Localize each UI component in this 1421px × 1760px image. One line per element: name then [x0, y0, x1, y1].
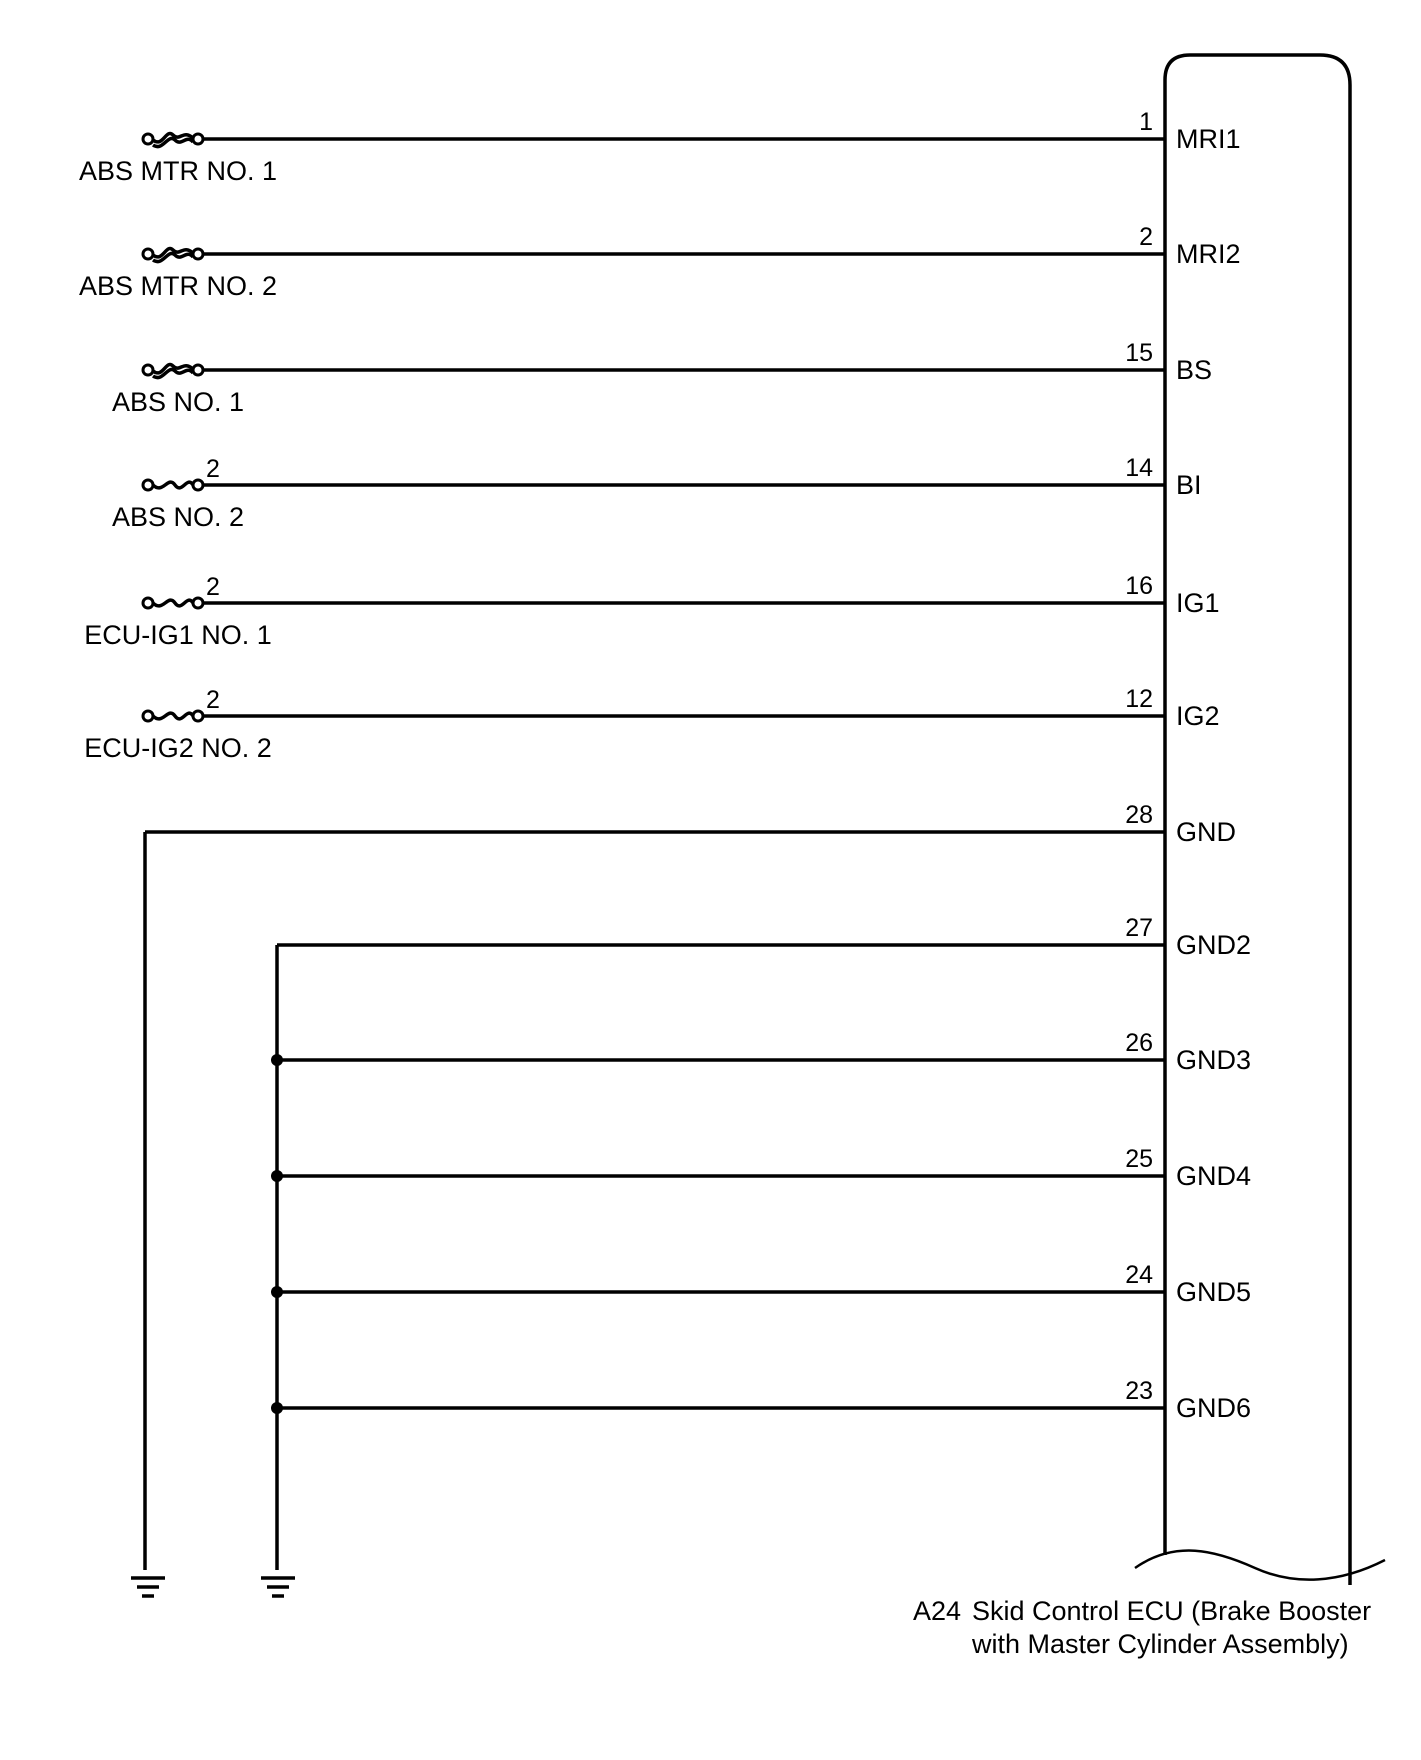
circuit-mri1: [79, 108, 1241, 186]
pin-number: 23: [1125, 1377, 1153, 1405]
pin-number: 14: [1125, 454, 1153, 482]
terminal-label: GND2: [1176, 930, 1252, 960]
fuse-label: ABS NO. 1: [111, 387, 245, 417]
component-code: A24: [913, 1596, 962, 1626]
fuse-label: ECU-IG2 NO. 2: [84, 733, 272, 763]
circuit-gnd6: [271, 1377, 1251, 1423]
terminal-label: GND: [1176, 817, 1236, 847]
high-current-fuse-icon: [143, 364, 203, 377]
fuse-label: ECU-IG1 NO. 1: [84, 620, 272, 650]
terminal-label: GND3: [1176, 1045, 1252, 1075]
circuit-bi: [112, 454, 1202, 532]
terminal-label: BI: [1176, 470, 1202, 500]
component-name-line2: with Master Cylinder Assembly): [972, 1629, 1349, 1659]
ecu-component: [1135, 55, 1385, 1585]
fuse-icon: [143, 711, 203, 721]
fuse-label: ABS MTR NO. 2: [78, 271, 278, 301]
pin-number: 28: [1125, 801, 1153, 829]
high-current-fuse-icon: [143, 133, 203, 146]
pin-number: 2: [1139, 223, 1153, 251]
pin-number: 16: [1125, 572, 1153, 600]
terminal-label: MRI1: [1176, 124, 1241, 154]
pin-number: 12: [1125, 685, 1153, 713]
circuit-bs: [112, 339, 1212, 417]
terminal-label: GND4: [1176, 1161, 1252, 1191]
fuse-pin-number: 2: [206, 455, 220, 483]
ground-circuits: [145, 801, 1251, 1570]
circuit-gnd4: [271, 1145, 1251, 1191]
power-circuits: [79, 108, 1241, 763]
high-current-fuse-icon: [143, 248, 203, 261]
pin-number: 24: [1125, 1261, 1153, 1289]
circuit-ig2: [84, 685, 1219, 763]
terminal-label: GND5: [1176, 1277, 1252, 1307]
fuse-label: ABS NO. 2: [111, 502, 245, 532]
circuit-ig1: [84, 572, 1219, 650]
circuit-gnd5: [271, 1261, 1251, 1307]
component-name-line1: Skid Control ECU (Brake Booster: [972, 1596, 1372, 1626]
fuse-icon: [143, 480, 203, 490]
fuse-label: ABS MTR NO. 1: [78, 156, 278, 186]
fuse-pin-number: 2: [206, 573, 220, 601]
terminal-label: BS: [1176, 355, 1213, 385]
pin-number: 1: [1139, 108, 1153, 136]
circuit-gnd2: [277, 914, 1251, 960]
fuse-pin-number: 2: [206, 686, 220, 714]
circuit-mri2: [79, 223, 1241, 301]
ground-symbol-a: [131, 1578, 165, 1596]
pin-number: 27: [1125, 914, 1153, 942]
circuit-gnd: [145, 801, 1236, 847]
terminal-label: GND6: [1176, 1393, 1252, 1423]
pin-number: 26: [1125, 1029, 1153, 1057]
ground-symbol-b: [261, 1578, 295, 1596]
pin-number: 25: [1125, 1145, 1153, 1173]
terminal-label: IG2: [1176, 701, 1220, 731]
terminal-label: MRI2: [1176, 239, 1241, 269]
fuse-icon: [143, 598, 203, 608]
terminal-label: IG1: [1176, 588, 1220, 618]
circuit-gnd3: [271, 1029, 1251, 1075]
pin-number: 15: [1125, 339, 1153, 367]
